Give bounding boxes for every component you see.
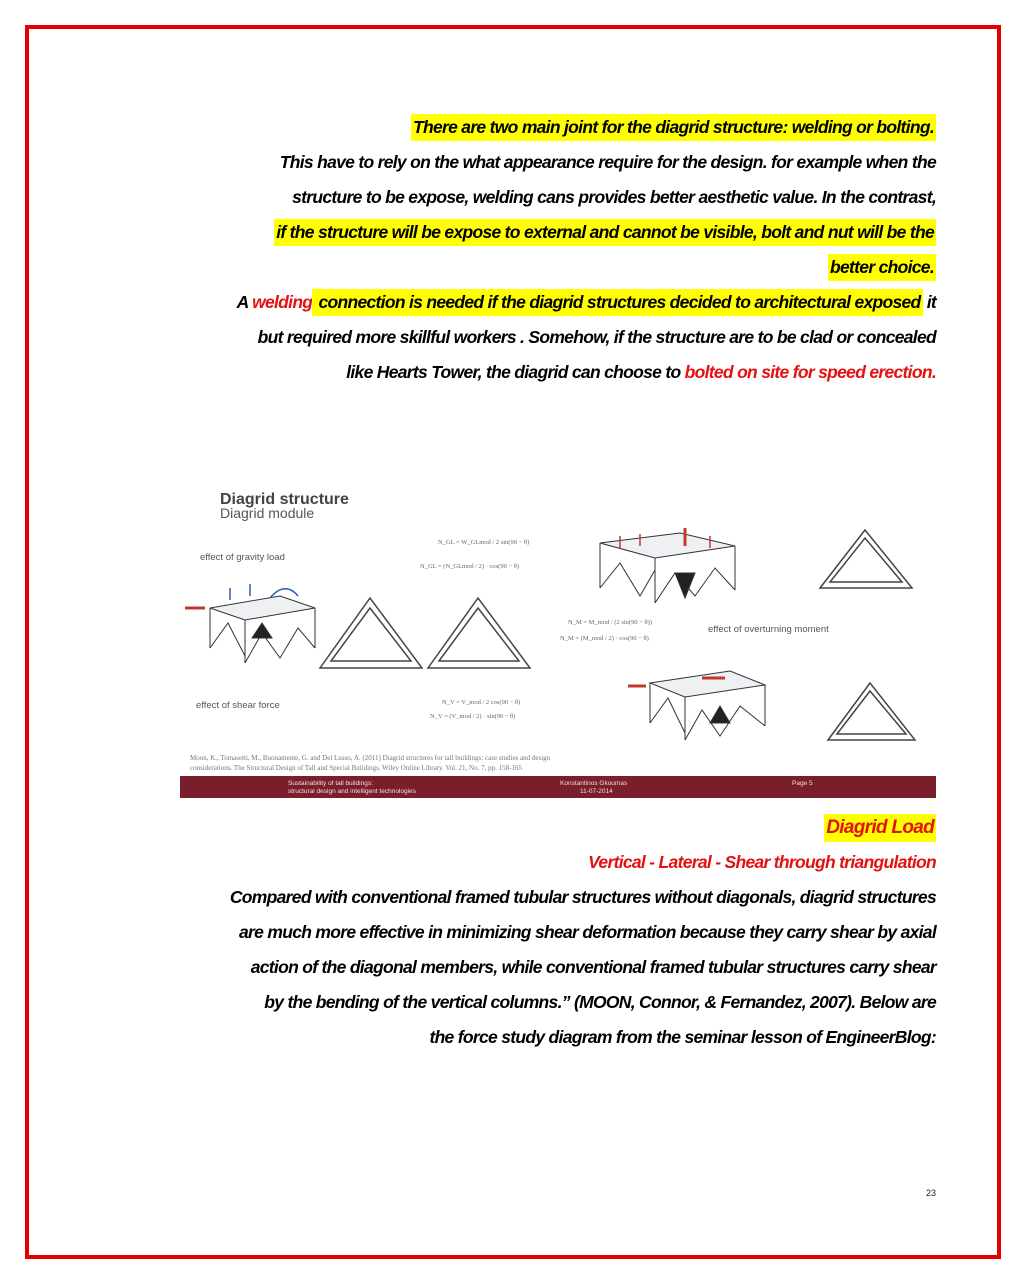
label-shear: effect of shear force bbox=[196, 700, 280, 711]
figure-footer-text: Page 5 bbox=[792, 780, 813, 787]
paragraph-line bbox=[120, 355, 936, 390]
highlighted-text: connection is needed if the diagrid structures decided to architectural exposed bbox=[312, 289, 922, 316]
joint-paragraph bbox=[120, 110, 936, 390]
welding-keyword: welding bbox=[252, 292, 313, 312]
equation-gravity-2: N_GL = (N_GLmod / 2) · cos(90 − θ) bbox=[420, 563, 520, 570]
section-subheading: Vertical - Lateral - Shear through triangulation bbox=[588, 852, 936, 872]
paragraph-line: Compared with conventional framed tubular structures without diagonals, diagrid structures bbox=[229, 887, 936, 907]
line-prefix: A bbox=[236, 292, 253, 312]
diagrid-load-section bbox=[120, 810, 936, 1055]
equation-gravity-1: N_GL = W_GLmod / 2 sin(90 − θ) bbox=[438, 539, 530, 546]
paragraph-line bbox=[120, 250, 936, 285]
section-heading: Diagrid Load bbox=[824, 814, 936, 842]
label-overturning: effect of overturning moment bbox=[708, 624, 829, 635]
joint-heading: There are two main joint for the diagrid structure: welding or bolting. bbox=[411, 114, 936, 141]
line-suffix: it bbox=[922, 292, 936, 312]
highlighted-text: if the structure will be expose to external and cannot be visible, bolt and nut will be the bbox=[274, 219, 936, 246]
figure-title: Diagrid structure bbox=[220, 491, 349, 508]
paragraph-line bbox=[120, 285, 936, 320]
figure-subtitle: Diagrid module bbox=[220, 505, 315, 521]
figure-footer-text: 11-07-2014 bbox=[580, 788, 613, 795]
figure-footer-text: Konstantinos Gkoumas bbox=[560, 780, 628, 787]
paragraph-line: by the bending of the vertical columns.” (MOON, Connor, & Fernandez, 2007). Below are bbox=[264, 992, 936, 1012]
paragraph-line: but required more skillful workers . Somehow, if the structure are to be clad or concealed bbox=[257, 327, 936, 347]
figure-citation: considerations. The Structural Design of Tall and Special Buildings. Wiley Online Library. Vol. 21, No. 7, pp. 158-165 bbox=[190, 764, 522, 772]
figure-citation: Moon, K., Tomasetti, M., Buonamente, G. and Del Lusso, A. (2011) Diagrid structures for tall buildings: case studies and design bbox=[190, 754, 551, 762]
paragraph-text: like Hearts Tower, the diagrid can choose to bbox=[346, 362, 685, 382]
section-heading-line bbox=[120, 810, 936, 845]
paragraph-line: action of the diagonal members, while conventional framed tubular structures carry shear bbox=[250, 957, 936, 977]
equation-moment-1: N_M = M_mod / (2 sin(90 − θ)) bbox=[568, 619, 652, 626]
paragraph-line: are much more effective in minimizing shear deformation because they carry shear by axial bbox=[239, 922, 936, 942]
paragraph-line: the force study diagram from the seminar lesson of EngineerBlog: bbox=[429, 1027, 936, 1047]
paragraph-line: This have to rely on the what appearance require for the design. for example when the bbox=[279, 152, 936, 172]
page-number: 23 bbox=[925, 1188, 936, 1198]
bolted-keyword: bolted on site for speed erection. bbox=[684, 362, 936, 382]
figure-footer-text: structural design and intelligent technologies bbox=[288, 788, 416, 795]
equation-shear-2: N_V = (V_mod / 2) · sin(90 − θ) bbox=[430, 713, 516, 720]
diagrid-module-figure bbox=[180, 478, 936, 798]
equation-shear-1: N_V = V_mod / 2 cos(90 − θ) bbox=[442, 699, 521, 706]
paragraph-line bbox=[120, 215, 936, 250]
figure-footer-text: Sustainability of tall buildings: bbox=[288, 780, 373, 787]
equation-moment-2: N_M = (M_mod / 2) · cos(90 − θ) bbox=[560, 635, 649, 642]
joint-heading-line bbox=[120, 110, 936, 145]
paragraph-line: structure to be expose, welding cans provides better aesthetic value. In the contrast, bbox=[292, 187, 936, 207]
label-gravity: effect of gravity load bbox=[200, 552, 285, 563]
highlighted-text: better choice. bbox=[828, 254, 936, 281]
